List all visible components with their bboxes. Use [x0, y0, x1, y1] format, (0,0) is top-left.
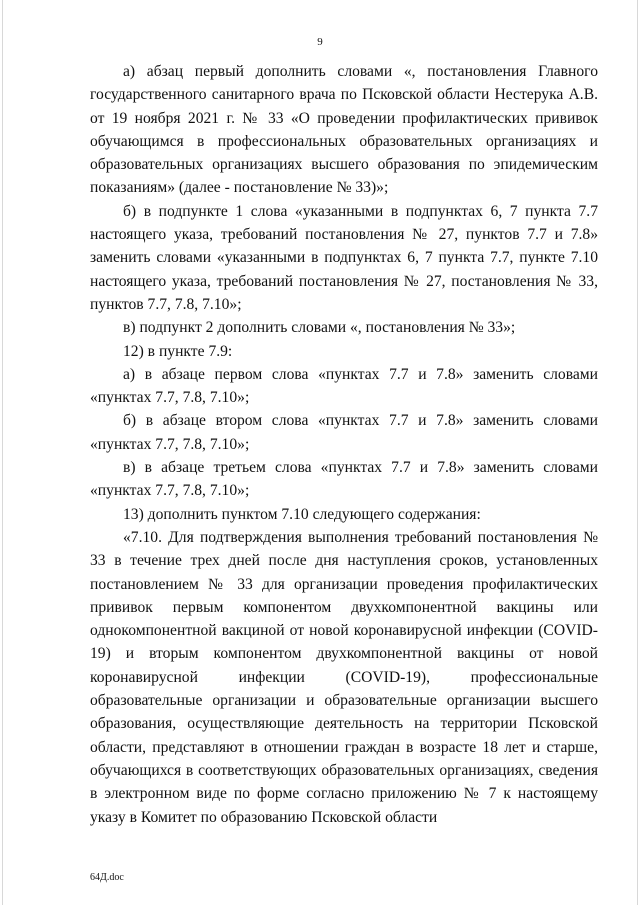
paragraph-item-12-a: а) в абзаце первом слова «пунктах 7.7 и 7.8» заменить словами «пунктах 7.7, 7.8, 7.10»;	[90, 365, 598, 407]
footer-filename: 64Д.doc	[90, 872, 124, 883]
paragraph-point-7-10: «7.10. Для подтверждения выполнения требований постановления № 33 в течение трех дней после дня наступления сроков, установленных постановлением № 33 для организации проведения профилактических прививок первым компонентом двухкомпонентной вакцины или однокомпонентной вакциной от новой коронавирусной инфекции (COVID-19) и вторым компонентом двухкомпонентной вакцины от новой коронавирусной инфекции (COVID-19), профессиональные образовательные организации и образовательные организации высшего образования, осуществляющие деятельность на территории Псковской области, представляют в отношении граждан в возрасте 18 лет и старше, обучающихся в соответствующих образовательных организациях, сведения в электронном виде по форме согласно приложению № 7 к настоящему указу в Комитет по образованию Псковской области	[90, 528, 598, 826]
paragraph-item-12-v: в) в абзаце третьем слова «пунктах 7.7 и 7.8» заменить словами «пунктах 7.7, 7.8, 7.10»;	[90, 459, 598, 500]
document-body	[90, 60, 598, 829]
paragraph-item-12: 12) в пункте 7.9:	[123, 342, 233, 360]
page-left-edge	[2, 0, 3, 905]
page-number: 9	[317, 36, 323, 48]
paragraph-item-12-b: б) в абзаце втором слова «пунктах 7.7 и 7.8» заменить словами «пунктах 7.7, 7.8, 7.10»;	[90, 412, 598, 453]
paragraph-amend-a: а) абзац первый дополнить словами «, постановления Главного государственного санитарного врача по Псковской области Нестерука А.В. от 19 ноября 2021 г. № 33 «О проведении профилактических прививок обучающимся в профессиональных образовательных организациях и образовательных организациях высшего образования по эпидемическим показаниям» (далее - постановление № 33)»;	[90, 63, 598, 197]
paragraph-amend-v: в) подпункт 2 дополнить словами «, постановления № 33»;	[123, 319, 516, 337]
paragraph-item-13: 13) дополнить пунктом 7.10 следующего содержания:	[123, 505, 481, 523]
page-right-edge	[637, 0, 638, 905]
paragraph-amend-b: б) в подпункте 1 слова «указанными в подпунктах 6, 7 пункта 7.7 настоящего указа, требований постановления № 27, пунктов 7.7 и 7.8» заменить словами «указанными в подпунктах 6, 7 пункта 7.7, пункте 7.10 настоящего указа, требований постановления № 27, постановления № 33, пунктов 7.7, 7.8, 7.10»;	[90, 202, 598, 313]
